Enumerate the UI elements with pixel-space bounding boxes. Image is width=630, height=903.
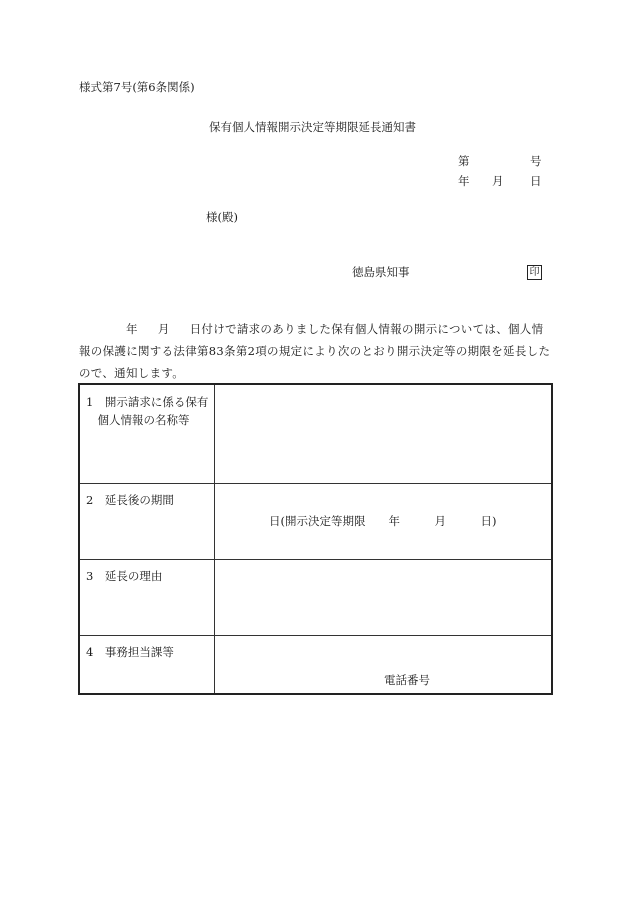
addressee: 様(殿) [206, 210, 238, 224]
body-year: 年 [126, 322, 138, 336]
form-table [78, 383, 553, 695]
row-label-department: 4 事務担当課等 [86, 645, 174, 659]
form-number: 様式第7号(第6条関係) [79, 80, 195, 94]
row-divider [80, 559, 551, 560]
row-divider [80, 635, 551, 636]
reference-number-prefix: 第 [458, 154, 470, 168]
seal-mark: 印 [527, 265, 542, 280]
body-paragraph [79, 318, 555, 384]
row-label-reason: 3 延長の理由 [86, 569, 163, 583]
reference-number-suffix: 号 [530, 154, 542, 168]
document-title: 保有個人情報開示決定等期限延長通知書 [209, 120, 416, 134]
column-divider [214, 385, 215, 693]
body-text: 日付けで請求のありました保有個人情報の開示については、個人情報の保護に関する法律第83条第2項の規定により次のとおり開示決定等の期限を延長したので、通知します。 [79, 322, 551, 380]
row-divider [80, 483, 551, 484]
date-year: 年 [458, 174, 470, 188]
row-label-subject: 1 開示請求に係る保有 個人情報の名称等 [86, 395, 209, 427]
sender-name: 徳島県知事 [352, 265, 410, 279]
row-value-period: 日(開示決定等期限 年 月 日) [269, 514, 497, 528]
row-value-phone: 電話番号 [384, 673, 430, 687]
date-day: 日 [530, 174, 542, 188]
row-label-period: 2 延長後の期間 [86, 493, 174, 507]
body-month: 月 [157, 322, 170, 336]
date-month: 月 [492, 174, 504, 188]
